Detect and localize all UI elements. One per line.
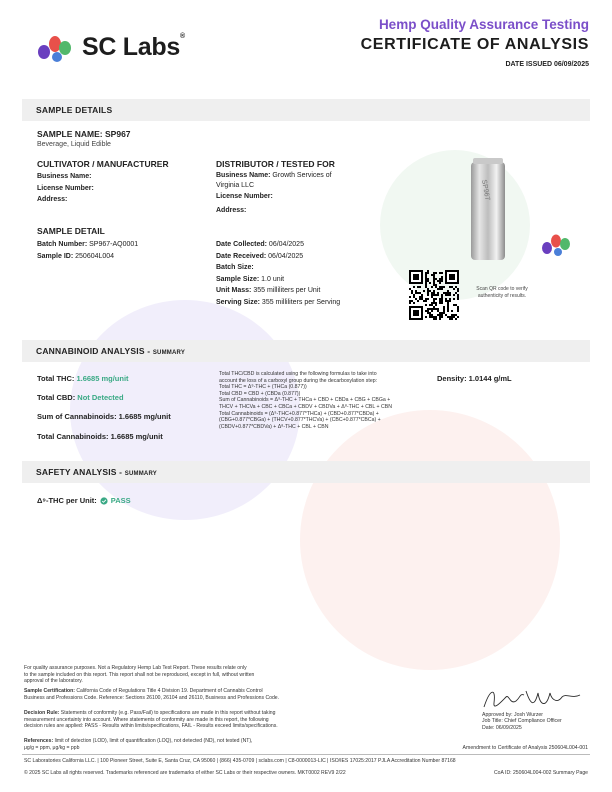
batch-size-label: Batch Size: bbox=[216, 264, 254, 271]
distributor-address-label: Address: bbox=[216, 206, 247, 214]
formula-line: Total Cannabinoids = (Δ⁹-THC+0.877*THCa) + (CBD+0.877*CBDa) + bbox=[219, 410, 379, 417]
thc-per-unit-label: Δ⁹-THC per Unit: bbox=[37, 496, 97, 505]
sample-size-value: 1.0 unit bbox=[261, 275, 285, 283]
sample-id-label: Sample ID: bbox=[37, 252, 74, 260]
references-label: References: bbox=[24, 738, 54, 744]
cultivator-heading: CULTIVATOR / MANUFACTURER bbox=[37, 159, 169, 169]
approved-by: Approved by: Josh Wurzer bbox=[482, 712, 544, 718]
references-line: μg/g = ppm, μg/kg = ppb bbox=[24, 744, 80, 751]
quality-assurance-note bbox=[24, 665, 344, 685]
decision-line: Statements of conformity (e.g. Pass/Fail) to specifications are made in this report without taking bbox=[59, 710, 276, 716]
page-title: CERTIFICATE OF ANALYSIS bbox=[360, 36, 589, 53]
sample-details-header bbox=[22, 99, 590, 121]
thc-per-unit-value: PASS bbox=[110, 496, 131, 505]
references-line: limit of detection (LOD), limit of quantification (LOQ), not detected (ND), not tested (NT), bbox=[53, 738, 253, 744]
approval-block bbox=[482, 712, 562, 731]
qr-code-icon[interactable] bbox=[409, 270, 459, 320]
sample-name: SAMPLE NAME: SP967 bbox=[37, 129, 131, 139]
distributor-business-value-cont: Virginia LLC bbox=[216, 181, 255, 189]
distributor-license-label: License Number: bbox=[216, 193, 273, 200]
qr-caption-line-2: authenticity of results. bbox=[477, 292, 527, 299]
formula-line: Sum of Cannabinoids = Δ⁹-THC + THCa + CBD + CBDa + CBG + CBGa + bbox=[219, 397, 391, 404]
formula-line: Total THC/CBD is calculated using the following formulas to take into bbox=[219, 371, 377, 377]
formula-line: (CBG+0.877*CBGa) + (THCV+0.877*THCVa) + (CBC+0.877*CBCa) + bbox=[219, 417, 381, 424]
certification-label: Sample Certification: bbox=[24, 688, 75, 694]
safety-analysis-header bbox=[22, 461, 590, 483]
certification-line: California Code of Regulations Title 4 Division 19. Department of Cannabis Control bbox=[74, 688, 263, 694]
date-collected-value: 06/04/2025 bbox=[268, 241, 304, 248]
sample-detail-right bbox=[216, 239, 340, 308]
section-title: SAFETY ANALYSIS - bbox=[36, 467, 125, 477]
distributor-business-value: Growth Services of bbox=[272, 172, 332, 179]
check-circle-icon bbox=[100, 497, 108, 505]
total-thc-value: 1.6685 mg/unit bbox=[76, 374, 129, 383]
decision-line: decision rules are applied: PASS - Results within limits/specifications, FAIL - Results exceed limits/specifications. bbox=[24, 723, 278, 729]
formula-line: Total THC = Δ⁹-THC + (THCa (0.877)) bbox=[219, 384, 307, 391]
cannabinoid-analysis-header bbox=[22, 340, 590, 362]
sample-type: Beverage, Liquid Edible bbox=[37, 141, 111, 148]
formula-block bbox=[219, 371, 419, 430]
cultivator-license-label: License Number: bbox=[37, 184, 94, 192]
serving-size-label: Serving Size: bbox=[216, 298, 260, 306]
sample-detail-heading: SAMPLE DETAIL bbox=[37, 226, 105, 236]
section-title: CANNABINOID ANALYSIS - bbox=[36, 346, 153, 356]
qr-caption-line-1: Scan QR code to verify bbox=[476, 286, 528, 292]
sc-labs-logo-icon bbox=[35, 32, 77, 64]
batch-number-value: SP967-AQ0001 bbox=[89, 241, 139, 248]
logo-text: SC Labs® bbox=[82, 33, 185, 61]
qa-line: to the sample included on this report. This report shall not be reproduced, except in full, without written bbox=[24, 671, 255, 678]
thc-per-unit bbox=[37, 496, 131, 505]
formula-line: (CBDV+0.877*CBDVa) + Δ⁸-THC + CBL + CBN bbox=[219, 423, 329, 430]
sample-certification bbox=[24, 688, 344, 701]
unit-mass-value: 355 milliliters per Unit bbox=[253, 287, 321, 294]
cultivator-fields bbox=[37, 171, 94, 206]
total-cbd-label: Total CBD: bbox=[37, 393, 76, 402]
total-thc bbox=[37, 374, 129, 383]
formula-line: account the loss of a carboxyl group during the decarboxylation step: bbox=[219, 377, 378, 384]
approved-date: Date: 06/09/2025 bbox=[482, 724, 522, 731]
decision-rule bbox=[24, 710, 344, 730]
references bbox=[24, 738, 344, 751]
qa-line: approval of the laboratory. bbox=[24, 678, 83, 684]
sample-detail-left bbox=[37, 239, 138, 262]
unit-mass-label: Unit Mass: bbox=[216, 287, 252, 294]
total-thc-label: Total THC: bbox=[37, 374, 75, 383]
distributor-business-label: Business Name: bbox=[216, 172, 271, 179]
footer-divider bbox=[22, 754, 590, 755]
formula-line: THCV + THCVa + CBC + CBCa + CBDV + CBDVa + Δ⁸-THC + CBL + CBN bbox=[219, 403, 392, 410]
sample-size-label: Sample Size: bbox=[216, 275, 260, 283]
date-received-label: Date Received: bbox=[216, 252, 267, 260]
section-title: SAMPLE DETAILS bbox=[36, 105, 113, 115]
density: Density: 1.0144 g/mL bbox=[437, 374, 512, 383]
formula-line: Total CBD = CBD + (CBDa (0.877)) bbox=[219, 390, 301, 397]
section-subtitle: SUMMARY bbox=[124, 471, 157, 477]
sc-labs-mark-icon bbox=[540, 232, 574, 258]
cultivator-address-label: Address: bbox=[37, 196, 68, 203]
date-issued: DATE ISSUED 06/09/2025 bbox=[505, 61, 589, 68]
beverage-can-image bbox=[466, 158, 510, 264]
lab-address-line: SC Laboratories California LLC. | 100 Pioneer Street, Suite E, Santa Cruz, CA 95060 | (866) 435-0709 | sclabs.com | C8-0000013-LIC | ISO/IES 17025:2017 PJLA Accreditation Number 87168 bbox=[24, 758, 456, 764]
qr-caption bbox=[466, 286, 538, 299]
sum-of-cannabinoids: Sum of Cannabinoids: 1.6685 mg/unit bbox=[37, 412, 171, 421]
total-cbd bbox=[37, 393, 124, 402]
distributor-heading: DISTRIBUTOR / TESTED FOR bbox=[216, 159, 335, 169]
copyright-line: © 2025 SC Labs all rights reserved. Trademarks referenced are trademarks of either SC Labs or their respective owners. MKT0002 REV9 2/22 bbox=[24, 770, 346, 776]
total-cbd-value: Not Detected bbox=[77, 393, 124, 402]
coa-id: CoA ID: 250604L004-002 Summary Page bbox=[493, 770, 588, 776]
serving-size-value: 355 milliliters per Serving bbox=[261, 298, 341, 306]
svg-text:SP967: SP967 bbox=[480, 179, 491, 202]
job-title: Job Title: Chief Compliance Officer bbox=[482, 718, 562, 725]
qa-line: For quality assurance purposes. Not a Regulatory Hemp Lab Test Report. These results relate only bbox=[24, 665, 247, 671]
amendment-note: Amendment to Certificate of Analysis 250604L004-001 bbox=[462, 745, 588, 751]
total-cannabinoids: Total Cannabinoids: 1.6685 mg/unit bbox=[37, 432, 163, 441]
signature-image bbox=[476, 683, 586, 715]
sample-id-value: 250604L004 bbox=[75, 252, 115, 260]
background-red-shape bbox=[300, 410, 560, 670]
distributor-fields bbox=[216, 171, 332, 215]
date-collected-label: Date Collected: bbox=[216, 241, 267, 248]
decision-label: Decision Rule: bbox=[24, 710, 60, 716]
section-subtitle: SUMMARY bbox=[152, 350, 186, 356]
certification-line: Business and Professions Code. Reference: Sections 26100, 26104 and 26110, Business and Professions Code. bbox=[24, 694, 280, 701]
header-title-top: Hemp Quality Assurance Testing bbox=[378, 17, 589, 32]
batch-number-label: Batch Number: bbox=[37, 241, 88, 248]
date-received-value: 06/04/2025 bbox=[268, 252, 304, 260]
decision-line: measurement uncertainty into account. Where statements of conformity are made in this report, the following bbox=[24, 716, 269, 723]
cultivator-business-label: Business Name: bbox=[37, 173, 92, 180]
